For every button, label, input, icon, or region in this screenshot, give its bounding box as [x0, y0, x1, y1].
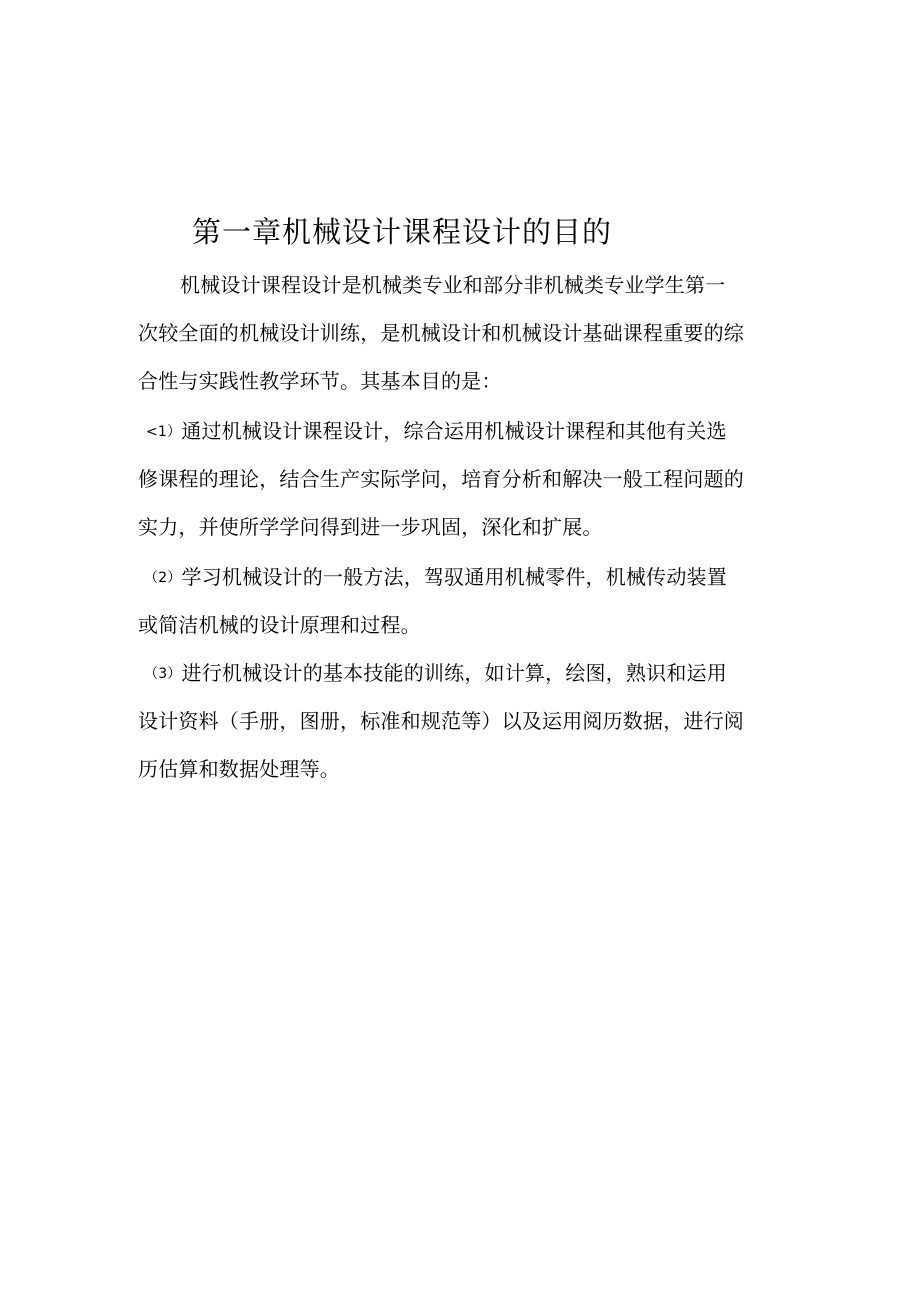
chapter-title: 第一章机械设计课程设计的目的: [192, 215, 613, 249]
item-3-text-1: 进行机械设计的基本技能的训练，如计算，绘图，熟识和运用: [181, 661, 727, 685]
item-1-line-1: [146, 416, 727, 447]
intro-line-2: 次较全面的机械设计训练，是机械设计和机械设计基础课程重要的综: [138, 321, 744, 345]
item-3-line-3: 历估算和数据处理等。: [138, 757, 340, 781]
item-1-text-1: 通过机械设计课程设计，综合运用机械设计课程和其他有关选: [181, 419, 727, 443]
item-3-line-1: [144, 658, 727, 689]
intro-line-1: 机械设计课程设计是机械类专业和部分非机械类专业学生第一: [180, 273, 726, 297]
intro-line-3: 合性与实践性教学环节。其基本目的是：: [138, 369, 502, 393]
item-1-line-2: 修课程的理论，结合生产实际学问，培育分析和解决一般工程问题的: [138, 467, 744, 491]
item-2-line-1: [144, 562, 727, 593]
item-1-line-3: 实力，并使所学学问得到进一步巩固，深化和扩展。: [138, 515, 603, 539]
item-2-marker: （2）: [144, 570, 182, 586]
item-1-marker: <1）: [146, 424, 182, 440]
item-2-text-1: 学习机械设计的一般方法，驾驭通用机械零件，机械传动装置: [181, 565, 727, 589]
item-2-line-2: 或简洁机械的设计原理和过程。: [138, 613, 421, 637]
item-3-marker: （3）: [144, 666, 182, 682]
item-3-line-2: 设计资料（手册，图册，标准和规范等）以及运用阅历数据，进行阅: [138, 709, 744, 733]
